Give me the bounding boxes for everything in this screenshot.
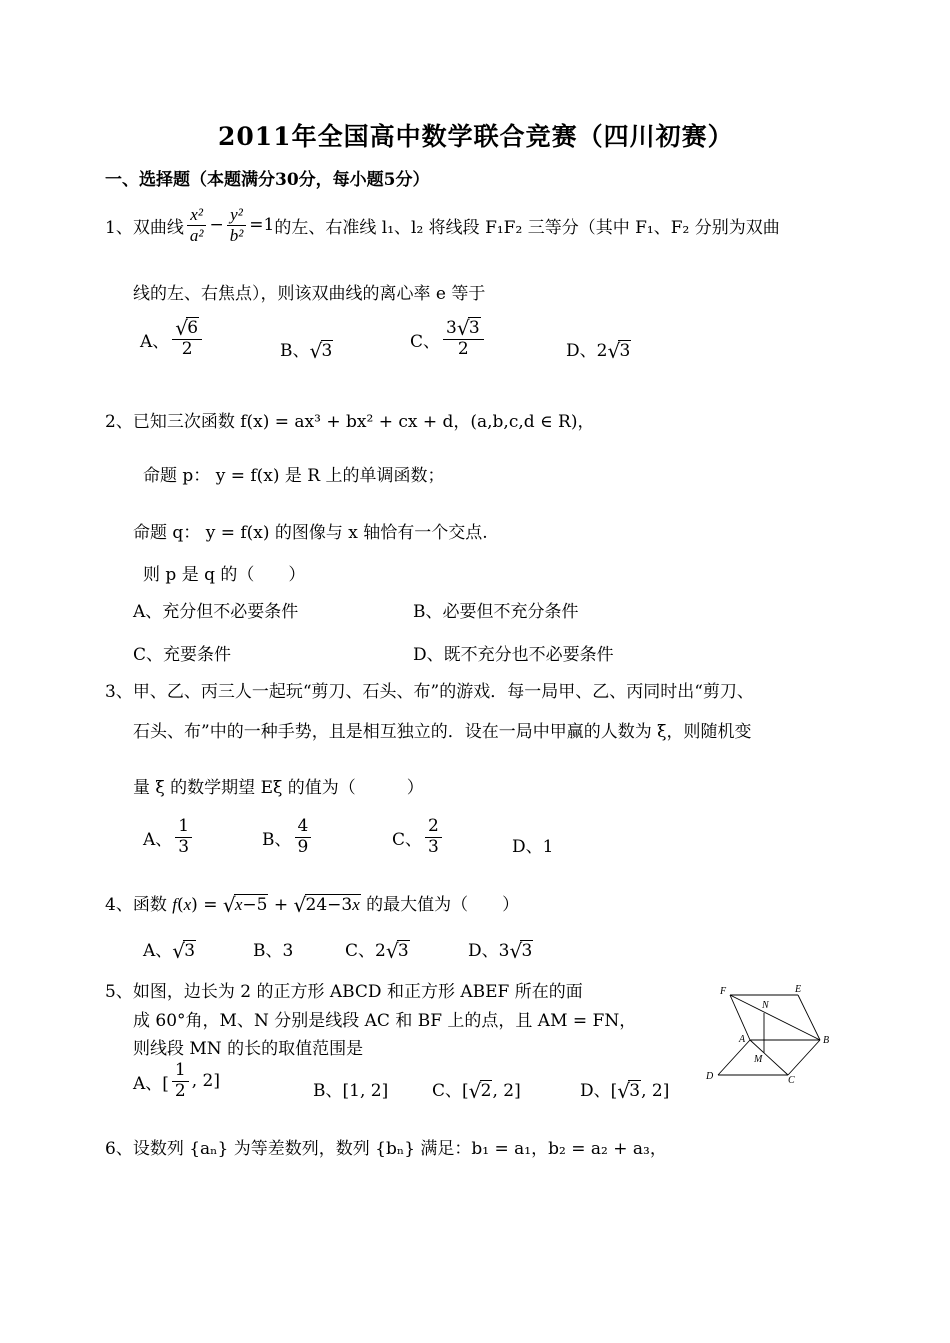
page-title: 2011年全国高中数学联合竞赛（四川初赛）	[218, 122, 734, 151]
question-5-option-c: C、[√ 2, 2]	[432, 1076, 521, 1101]
label-m: M	[754, 1054, 763, 1065]
question-3-line-3: 量 ξ 的数学期望 Eξ 的值为（ ）	[133, 778, 424, 798]
label-e: E	[795, 984, 802, 995]
label-f: F	[720, 986, 727, 997]
question-3-option-b: B、 $\frac{4}{9}$	[262, 818, 314, 857]
question-6-line: 6、设数列 {aₙ} 为等差数列，数列 {bₙ} 满足：b₁ = a₁，b₂ = a₂ + a₃，	[105, 1139, 667, 1159]
question-5-line-3: 则线段 MN 的长的取值范围是	[133, 1039, 364, 1059]
question-4-option-d: D、3√ 3	[468, 936, 533, 961]
question-1-mid: 的左、右准线 l₁、l₂ 将线段 F₁F₂ 三等分（其中 F₁、F₂ 分别为双曲	[274, 217, 780, 238]
label-a: A	[739, 1034, 746, 1045]
question-5-line-2: 成 60°角，M、N 分别是线段 AC 和 BF 上的点，且 AM = FN，	[133, 1011, 637, 1031]
question-2-option-b: B、必要但不充分条件	[413, 602, 579, 622]
question-3-option-a: A、 $\frac{1}{3}$	[143, 818, 195, 857]
question-5-line-1: 5、如图，边长为 2 的正方形 ABCD 和正方形 ABEF 所在的面	[105, 982, 583, 1002]
hyperbola-x-term: $\frac{\text{x²}}{\text{a²}}$	[187, 206, 207, 245]
question-1-line-1: 1、 双曲线 $\frac{\text{x²}}{\text{a²}}$ − $\frac{\text{y²}}{\text{b²}}$ =1 的左、右准线 l₁、l₂ 将线段 F₁F₂ 三等分（其中 F₁、F₂ 分别为双曲	[105, 205, 780, 245]
label-b: B	[823, 1035, 830, 1046]
question-2-option-d: D、既不充分也不必要条件	[413, 645, 614, 665]
edge-eb	[798, 995, 820, 1040]
geometry-figure	[700, 980, 840, 1090]
question-1-option-a: A、 √ $\frac{6}{2}$	[140, 320, 205, 359]
question-3-line-1: 3、甲、乙、丙三人一起玩“剪刀、石头、布”的游戏．每一局甲、乙、丙同时出“剪刀、	[105, 682, 754, 702]
edge-ad	[718, 1040, 750, 1075]
question-4-option-c: C、2√ 3	[345, 936, 410, 961]
question-2-line-1: 2、已知三次函数 f(x) = ax³ + bx² + cx + d，(a,b,c,d ∈ R)，	[105, 412, 595, 432]
question-2-proposition-q: 命题 q： y = f(x) 的图像与 x 轴恰有一个交点.	[133, 523, 488, 543]
label-c: C	[788, 1075, 795, 1086]
question-5-option-a: A、[ $\frac{1}{2}$ , 2]	[133, 1060, 221, 1101]
question-1-option-b: B、√ 3	[280, 336, 333, 361]
label-d: D	[706, 1071, 714, 1082]
section-heading: 一、选择题（本题满分30分，每小题5分）	[105, 170, 430, 190]
question-2-option-a: A、充分但不必要条件	[133, 602, 299, 622]
question-1-option-d: D、2√ 3	[566, 336, 631, 361]
question-2-option-c: C、充要条件	[133, 645, 232, 665]
question-3-option-c: C、 $\frac{2}{3}$	[392, 818, 445, 857]
question-5-option-b: B、[1, 2]	[313, 1081, 389, 1101]
question-1-line-2: 线的左、右焦点），则该双曲线的离心率 e 等于	[133, 284, 486, 304]
question-1-option-c: C、 $\frac{3√ 3}{2}$	[410, 320, 487, 359]
question-4-line: 4、函数 f(x) = √ x−5 + √ 24−3x 的最大值为（ ）	[105, 890, 519, 915]
question-2-ask: 则 p 是 q 的（ ）	[143, 565, 306, 585]
question-3-option-d: D、1	[512, 837, 554, 857]
question-1-prefix: 双曲线	[132, 217, 184, 238]
question-4-option-a: A、√ 3	[143, 936, 196, 961]
edge-cb	[788, 1040, 820, 1075]
hyperbola-y-term: $\frac{\text{y²}}{\text{b²}}$	[227, 206, 247, 245]
question-2-proposition-p: 命题 p： y = f(x) 是 R 上的单调函数；	[143, 466, 445, 486]
question-5-option-d: D、[√ 3, 2]	[580, 1076, 669, 1101]
question-1-number: 1、	[105, 217, 133, 238]
label-n: N	[762, 1000, 769, 1011]
question-4-option-b: B、3	[253, 941, 294, 961]
question-3-line-2: 石头、布”中的一种手势，且是相互独立的．设在一局中甲赢的人数为 ξ，则随机变	[133, 722, 752, 742]
